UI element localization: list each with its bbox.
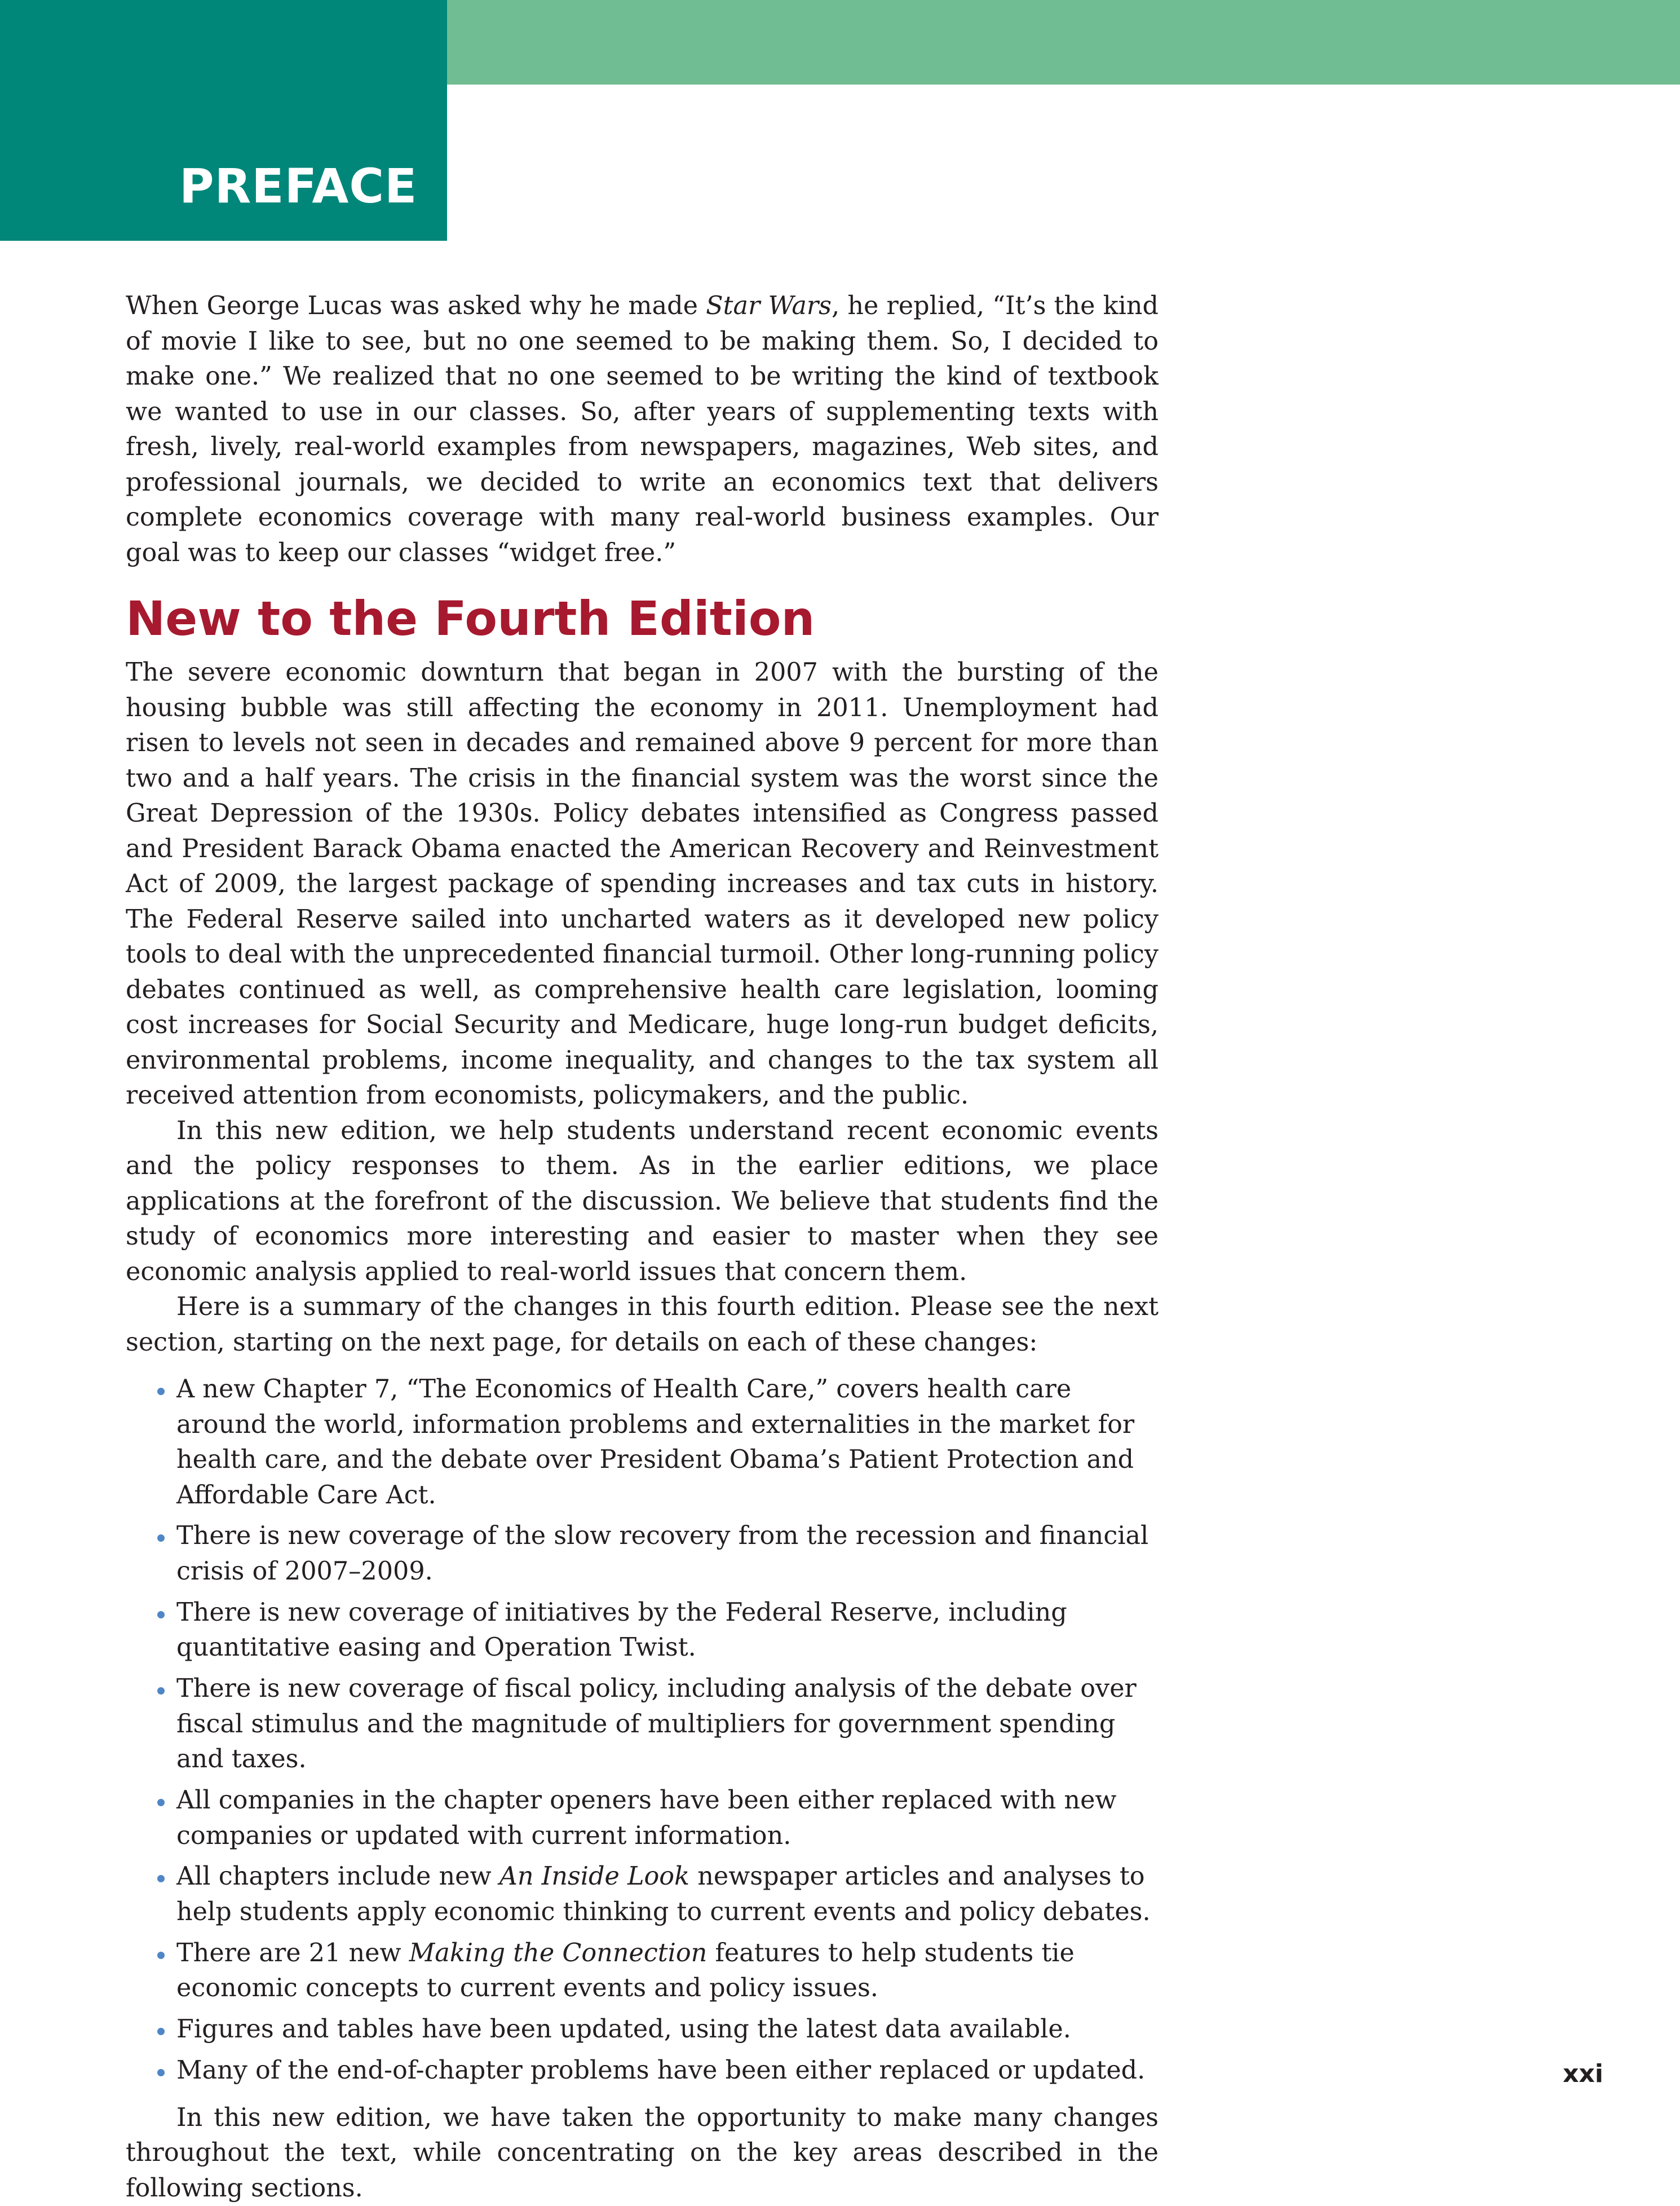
bullet-icon [157,1388,165,1395]
list-item: Many of the end-of-chapter problems have been either replaced or updated. [126,2053,1159,2089]
list-item: There is new coverage of fiscal policy, including analysis of the debate over fiscal stimulus and the magnitude of multipliers for government spending and taxes. [126,1671,1159,1777]
bullet-icon [157,1534,165,1542]
section-paragraph-4: In this new edition, we have taken the opportunity to make many changes throughout the text, while concentrating on the key areas described in the following sections. [126,2103,1159,2203]
intro-text-start: When George Lucas was asked why he made [126,292,706,320]
bullet-icon [157,2028,165,2035]
list-item: All chapters include new An Inside Look newspaper articles and analyses to help students apply economic thinking to current events and policy debates. [126,1859,1159,1930]
list-item: There is new coverage of the slow recovery from the recession and financial crisis of 2007–2009. [126,1519,1159,1589]
bullet-icon [157,1799,165,1806]
list-item: There is new coverage of initiatives by the Federal Reserve, including quantitative easing and Operation Twist. [126,1595,1159,1666]
page-title: PREFACE [179,158,418,214]
bullet-icon [157,1952,165,1959]
section-heading: New to the Fourth Edition [126,591,815,646]
page-number: xxi [1563,2059,1603,2088]
bullet-icon [157,1611,165,1618]
bullet-icon [157,1875,165,1882]
body-content [126,289,1159,2206]
film-title: Star Wars [706,292,832,320]
bullet-icon [157,1687,165,1695]
changes-list [126,1372,1159,2089]
preface-title-block [0,0,447,241]
section-paragraph-3: Here is a summary of the changes in this fourth edition. Please see the next section, starting on the next page, for details on each of these changes: [126,1292,1159,1357]
feature-title: An Inside Look [499,1862,690,1891]
list-item: Figures and tables have been updated, using the latest data available. [126,2012,1159,2048]
section-paragraph-2: In this new edition, we help students understand recent economic events and the policy responses to them. As in the earlier editions, we place applications at the forefront of the discussion. We believe that students find the study of economics more interesting and easier to master when they see economic analysis applied to real-world issues that concern them. [126,1116,1159,1286]
list-item: A new Chapter 7, “The Economics of Health Care,” covers health care around the world, information problems and externalities in the market for health care, and the debate over President Obama’s Patient Protection and Affordable Care Act. [126,1372,1159,1513]
list-item: There are 21 new Making the Connection features to help students tie economic concepts to current events and policy issues. [126,1936,1159,2006]
intro-text-end: , he replied, “It’s the kind of movie I like to see, but no one seemed to be making them. So, I decided to make one.” We realized that no one seemed to be writing the kind of textbook we wanted to use in our classes. So, after years of supplementing texts with fresh, lively, real-world examples from newspapers, magazines, Web sites, and professional journals, we decided to write an economics text that delivers complete economics coverage with many real-world business examples. Our goal was to keep our classes “widget free.” [126,292,1159,567]
bullet-icon [157,2069,165,2076]
intro-paragraph [126,289,1159,571]
list-item: All companies in the chapter openers have been either replaced with new companies or updated with current information. [126,1783,1159,1854]
feature-title: Making the Connection [409,1938,708,1967]
section-paragraph-1: The severe economic downturn that began in 2007 with the bursting of the housing bubble was still affecting the economy in 2011. Unemployment had risen to levels not seen in decades and remained above 9 percent for more than two and a half years. The crisis in the financial system was the worst since the Great Depression of the 1930s. Policy debates intensified as Congress passed and President Barack Obama enacted the American Recovery and Reinvestment Act of 2009, the largest package of spending increases and tax cuts in history. The Federal Reserve sailed into uncharted waters as it developed new policy tools to deal with the unprecedented financial turmoil. Other long-running policy debates continued as well, as comprehensive health care legislation, looming cost increases for Social Security and Medicare, huge long-run budget deficits, environmental problems, income inequality, and changes to the tax system all received attention from economists, policymakers, and the public. [126,658,1159,1110]
